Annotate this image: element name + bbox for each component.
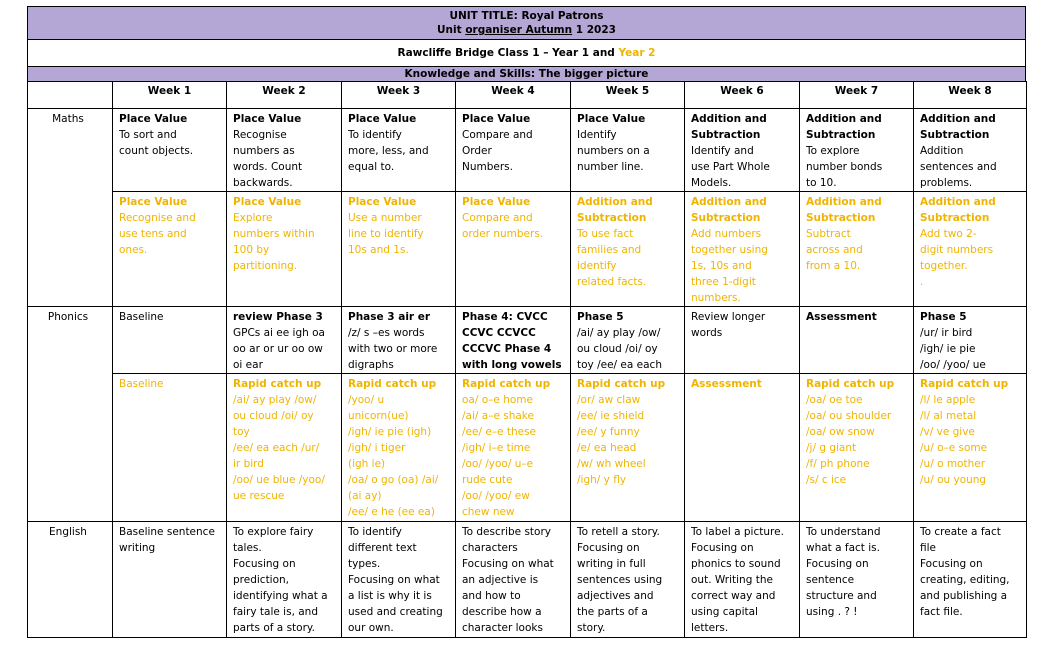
cell-text: GPCs ai ee igh oa oo ar or ur oo ow oi ear (233, 327, 325, 371)
cell-text: Compare and order numbers. (462, 212, 544, 240)
cell-heading: Rapid catch up (806, 378, 895, 390)
week-cell (342, 522, 456, 638)
week-cell (571, 192, 685, 307)
week-cell (227, 307, 342, 374)
cell-heading: Place Value (348, 196, 417, 208)
cell-heading: Addition and Subtraction (806, 113, 882, 141)
cell-heading: review Phase 3 (233, 311, 323, 323)
cell-text: /ai/ ay play /ow/ ou cloud /oi/ oy toy /ee/ ea each /ur/ ir bird /oo/ ue blue /yoo/ ue rescue (233, 394, 325, 502)
cell-text: /ur/ ir bird /igh/ ie pie /oo/ /yoo/ ue (920, 327, 986, 371)
cell-text: /z/ s –es words with two or more digraphs (348, 327, 438, 371)
unit-organiser-line: Unit organiser Autumn 1 2023 (437, 24, 616, 36)
cell-heading: Rapid catch up (577, 378, 666, 390)
week-cell (800, 374, 914, 522)
cell-text: Add numbers together using 1s, 10s and three 1-digit numbers. (691, 228, 768, 304)
cell-text: To create a fact file Focusing on creating, editing, and publishing a fact file. (920, 526, 1010, 618)
cell-text: Use a number line to identify 10s and 1s. (348, 212, 424, 256)
phonics-year1-row (28, 307, 1027, 374)
cell-heading: Place Value (577, 113, 646, 125)
cell-text: /oa/ oe toe /oa/ ou shoulder /oa/ ow snow /j/ g giant /f/ ph phone /s/ c ice (806, 394, 892, 486)
cell-heading: Addition and Subtraction (920, 113, 996, 141)
cell-heading: Rapid catch up (348, 378, 437, 390)
week-cell (227, 192, 342, 307)
cell-heading: Addition and Subtraction (691, 196, 767, 224)
week-cell (685, 374, 800, 522)
week-cell (914, 374, 1027, 522)
week-header: Week 6 (685, 82, 800, 109)
phonics-year2-row (28, 374, 1027, 522)
subject-cell: English (28, 522, 113, 638)
year2-label: Year 2 (618, 47, 656, 59)
week-cell (456, 522, 571, 638)
week-cell (227, 374, 342, 522)
cell-text: Identify numbers on a number line. (577, 129, 650, 173)
week-cell (113, 307, 227, 374)
week-cell (113, 192, 227, 307)
week-cell (342, 307, 456, 374)
week-cell (571, 522, 685, 638)
english-row (28, 522, 1027, 638)
knowledge-skills-band: Knowledge and Skills: The bigger picture (27, 66, 1026, 81)
cell-text: To sort and count objects. (119, 129, 194, 157)
subject-cell: Phonics (28, 307, 113, 522)
week-cell (342, 192, 456, 307)
cell-text: Baseline (119, 311, 164, 323)
cell-text: To label a picture. Focusing on phonics to sound out. Writing the correct way and using capital letters. (691, 526, 784, 634)
organiser-link[interactable]: organiser Autumn (465, 24, 573, 36)
cell-text: Identify and use Part Whole Models. (691, 145, 770, 189)
week-cell (685, 522, 800, 638)
cell-text: Baseline sentence writing (119, 526, 215, 554)
unit-organiser-page (27, 6, 1026, 638)
week-cell (914, 109, 1027, 192)
week-cell (342, 374, 456, 522)
cell-heading: Phase 4: CVCC CCVC CCVCC CCCVC Phase 4 with long vowels (462, 311, 562, 371)
week-cell (342, 109, 456, 192)
week-cell (914, 307, 1027, 374)
cell-text: /yoo/ u unicorn(ue) /igh/ ie pie (igh) /igh/ i tiger (igh ie) /oa/ o go (oa) /ai/ (ai ay) /ee/ e he (ee ea) (348, 394, 439, 518)
week-header: Week 7 (800, 82, 914, 109)
cell-text: Subtract across and from a 10. (806, 228, 863, 272)
week-header: Week 4 (456, 82, 571, 109)
cell-heading: Place Value (348, 113, 417, 125)
cell-heading: Addition and Subtraction (577, 196, 653, 224)
cell-text: Recognise numbers as words. Count backwards. (233, 129, 303, 189)
cell-text: To identify different text types. Focusing on what a list is why it is used and creating our own. (348, 526, 443, 634)
cell-heading: Phase 5 (920, 311, 967, 323)
cell-text: /l/ le apple /l/ al metal /v/ ve give /u/ o–e some /u/ o mother /u/ ou young (920, 394, 988, 486)
cell-text: oa/ o–e home /ai/ a–e shake /ee/ e–e these /igh/ i–e time /oo/ /yoo/ u–e rude cute /oo/ /yoo/ ew chew new (462, 394, 537, 518)
week-cell (456, 307, 571, 374)
cell-text: /ai/ ay play /ow/ ou cloud /oi/ oy toy /ee/ ea each (577, 327, 662, 371)
weekly-plan-table (27, 81, 1027, 638)
cell-heading: Place Value (233, 196, 302, 208)
unit-title: UNIT TITLE: Royal Patrons (449, 10, 604, 22)
week-header: Week 2 (227, 82, 342, 109)
cell-heading: Rapid catch up (462, 378, 551, 390)
week-cell (227, 522, 342, 638)
maths-year1-row (28, 109, 1027, 192)
cell-text: To explore number bonds to 10. (806, 145, 883, 189)
cell-text: Review longer words (691, 311, 766, 339)
cell-heading: Place Value (462, 196, 531, 208)
cell-text: To explore fairy tales. Focusing on prediction, identifying what a fairy tale is, and parts of a story. (233, 526, 328, 634)
week-cell (800, 522, 914, 638)
week-cell (571, 307, 685, 374)
cell-heading: Phase 5 (577, 311, 624, 323)
cell-heading: Place Value (119, 196, 188, 208)
week-cell (685, 192, 800, 307)
week-cell (113, 522, 227, 638)
cell-heading: Addition and Subtraction (920, 196, 996, 224)
week-cell (800, 109, 914, 192)
cell-heading: Rapid catch up (233, 378, 322, 390)
cell-text: To use fact families and identify related facts. (577, 228, 647, 288)
cell-text: Explore numbers within 100 by partitioning. (233, 212, 315, 272)
week-cell (571, 374, 685, 522)
cell-heading: Addition and Subtraction (691, 113, 767, 141)
week-header: Week 3 (342, 82, 456, 109)
cell-text: Addition sentences and problems. (920, 145, 997, 189)
subject-cell: Maths (28, 109, 113, 307)
title-band (27, 6, 1026, 39)
week-cell (685, 307, 800, 374)
week-cell (113, 374, 227, 522)
cell-text: To understand what a fact is. Focusing on sentence structure and using . ? ! (806, 526, 881, 618)
week-header: Week 5 (571, 82, 685, 109)
cell-text: /or/ aw claw /ee/ ie shield /ee/ y funny /e/ ea head /w/ wh wheel /igh/ y fly (577, 394, 646, 486)
cell-heading: Assessment (691, 378, 762, 390)
week-cell (800, 192, 914, 307)
cell-text: To retell a story. Focusing on writing in full sentences using adjectives and the parts of a story. (577, 526, 663, 634)
corner-cell (28, 82, 113, 109)
maths-year2-row (28, 192, 1027, 307)
cell-text: Add two 2- digit numbers together. . (920, 228, 994, 288)
week-header-row (28, 82, 1027, 109)
week-cell (113, 109, 227, 192)
cell-heading: Assessment (806, 311, 877, 323)
week-cell (914, 522, 1027, 638)
week-cell (685, 109, 800, 192)
cell-heading: Phase 3 air er (348, 311, 431, 323)
week-cell (227, 109, 342, 192)
week-cell (456, 192, 571, 307)
cell-heading: Place Value (462, 113, 531, 125)
cell-heading: Addition and Subtraction (806, 196, 882, 224)
cell-heading: Place Value (119, 113, 188, 125)
week-cell (800, 307, 914, 374)
week-cell (914, 192, 1027, 307)
week-cell (571, 109, 685, 192)
cell-text: Recognise and use tens and ones. (119, 212, 196, 256)
week-cell (456, 374, 571, 522)
week-header: Week 8 (914, 82, 1027, 109)
cell-heading: Place Value (233, 113, 302, 125)
class-band: Rawcliffe Bridge Class 1 – Year 1 and Year 2 (27, 39, 1026, 66)
cell-text: To identify more, less, and equal to. (348, 129, 429, 173)
cell-text: Baseline (119, 378, 164, 390)
cell-text: Compare and Order Numbers. (462, 129, 533, 173)
week-cell (456, 109, 571, 192)
week-header: Week 1 (113, 82, 227, 109)
cell-heading: Rapid catch up (920, 378, 1009, 390)
cell-text: To describe story characters Focusing on what an adjective is and how to describe how a character looks (462, 526, 554, 634)
